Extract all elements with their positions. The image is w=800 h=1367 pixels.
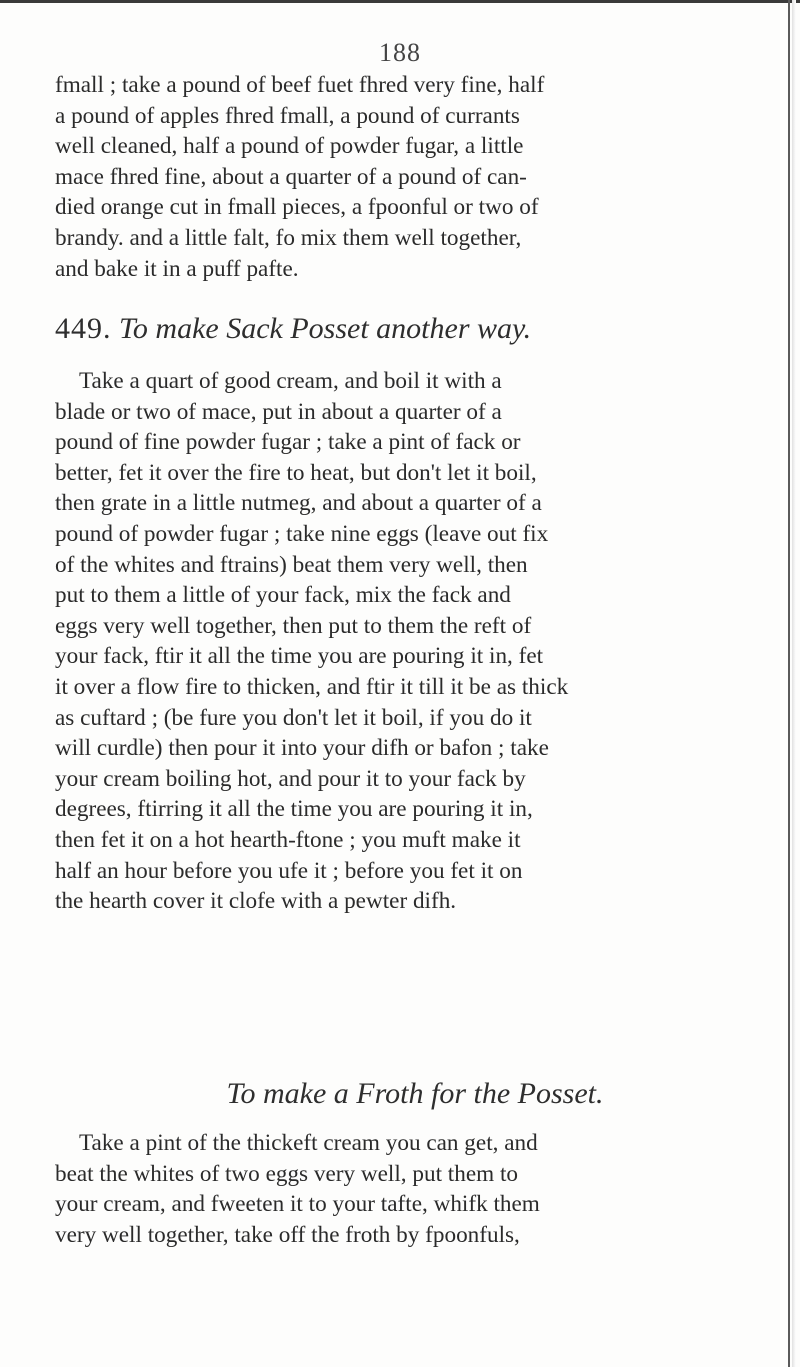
text-line: died orange cut in fmall pieces, a fpoonful or two of xyxy=(55,194,539,221)
text-line: it over a flow fire to thicken, and ftir it till it be as thick xyxy=(55,673,569,700)
recipe-title: To make Sack Posset another way. xyxy=(119,312,532,345)
text-line: brandy. and a little falt, fo mix them well together, xyxy=(55,224,522,251)
page-edge-rule xyxy=(788,0,790,1367)
text-line: put to them a little of your fack, mix the fack and xyxy=(55,582,511,609)
paragraph-continued xyxy=(55,70,775,284)
text-line: pound of powder fugar ; take nine eggs (leave out fix xyxy=(55,520,549,547)
page-number: 188 xyxy=(379,38,421,67)
text-line: then fet it on a hot hearth-ftone ; you muft make it xyxy=(55,826,521,853)
text-line: your cream boiling hot, and pour it to your fack by xyxy=(55,765,526,792)
text-line: as cuftard ; (be fure you don't let it boil, if you do it xyxy=(55,704,532,731)
text-line: blade or two of mace, put in about a quarter of a xyxy=(55,398,502,425)
text-line: then grate in a little nutmeg, and about a quarter of a xyxy=(55,490,542,517)
text-line: your fack, ftir it all the time you are pouring it in, fet xyxy=(55,643,544,670)
froth-recipe-title: To make a Froth for the Posset. xyxy=(226,1077,604,1110)
text-line: Take a pint of the thickeft cream you can get, and xyxy=(79,1130,538,1156)
text-line: well cleaned, half a pound of powder fugar, a little xyxy=(55,133,524,160)
text-line: fmall ; take a pound of beef fuet fhred very fine, half xyxy=(55,72,545,98)
text-line: of the whites and ftrains) beat them very well, then xyxy=(55,551,528,578)
text-line: better, fet it over the fire to heat, but don't let it boil, xyxy=(55,459,537,486)
text-line: will curdle) then pour it into your difh or bafon ; take xyxy=(55,735,549,762)
text-line: degrees, ftirring it all the time you are pouring it in, xyxy=(55,796,533,823)
text-line: very well together, take off the froth by fpoonfuls, xyxy=(55,1221,520,1248)
text-line: pound of fine powder fugar ; take a pint of fack or xyxy=(55,429,521,456)
text-line: your cream, and fweeten it to your tafte, whifk them xyxy=(55,1191,540,1218)
page-edge-shadow xyxy=(792,0,796,1367)
text-line: and bake it in a puff pafte. xyxy=(55,255,299,282)
recipe-heading xyxy=(55,309,775,349)
froth-recipe-body xyxy=(55,1128,775,1250)
text-line: mace fhred fine, about a quarter of a pound of can- xyxy=(55,163,527,190)
text-line: a pound of apples fhred fmall, a pound of currants xyxy=(55,102,520,129)
recipe-body xyxy=(55,366,775,917)
text-line: the hearth cover it clofe with a pewter difh. xyxy=(55,888,457,915)
text-line: Take a quart of good cream, and boil it with a xyxy=(79,368,502,394)
text-line: eggs very well together, then put to them the reft of xyxy=(55,612,532,639)
recipe-number: 449. xyxy=(55,312,112,345)
text-line: half an hour before you ufe it ; before you fet it on xyxy=(55,857,523,884)
text-line: beat the whites of two eggs very well, put them to xyxy=(55,1160,519,1187)
top-edge-rule xyxy=(0,0,800,3)
